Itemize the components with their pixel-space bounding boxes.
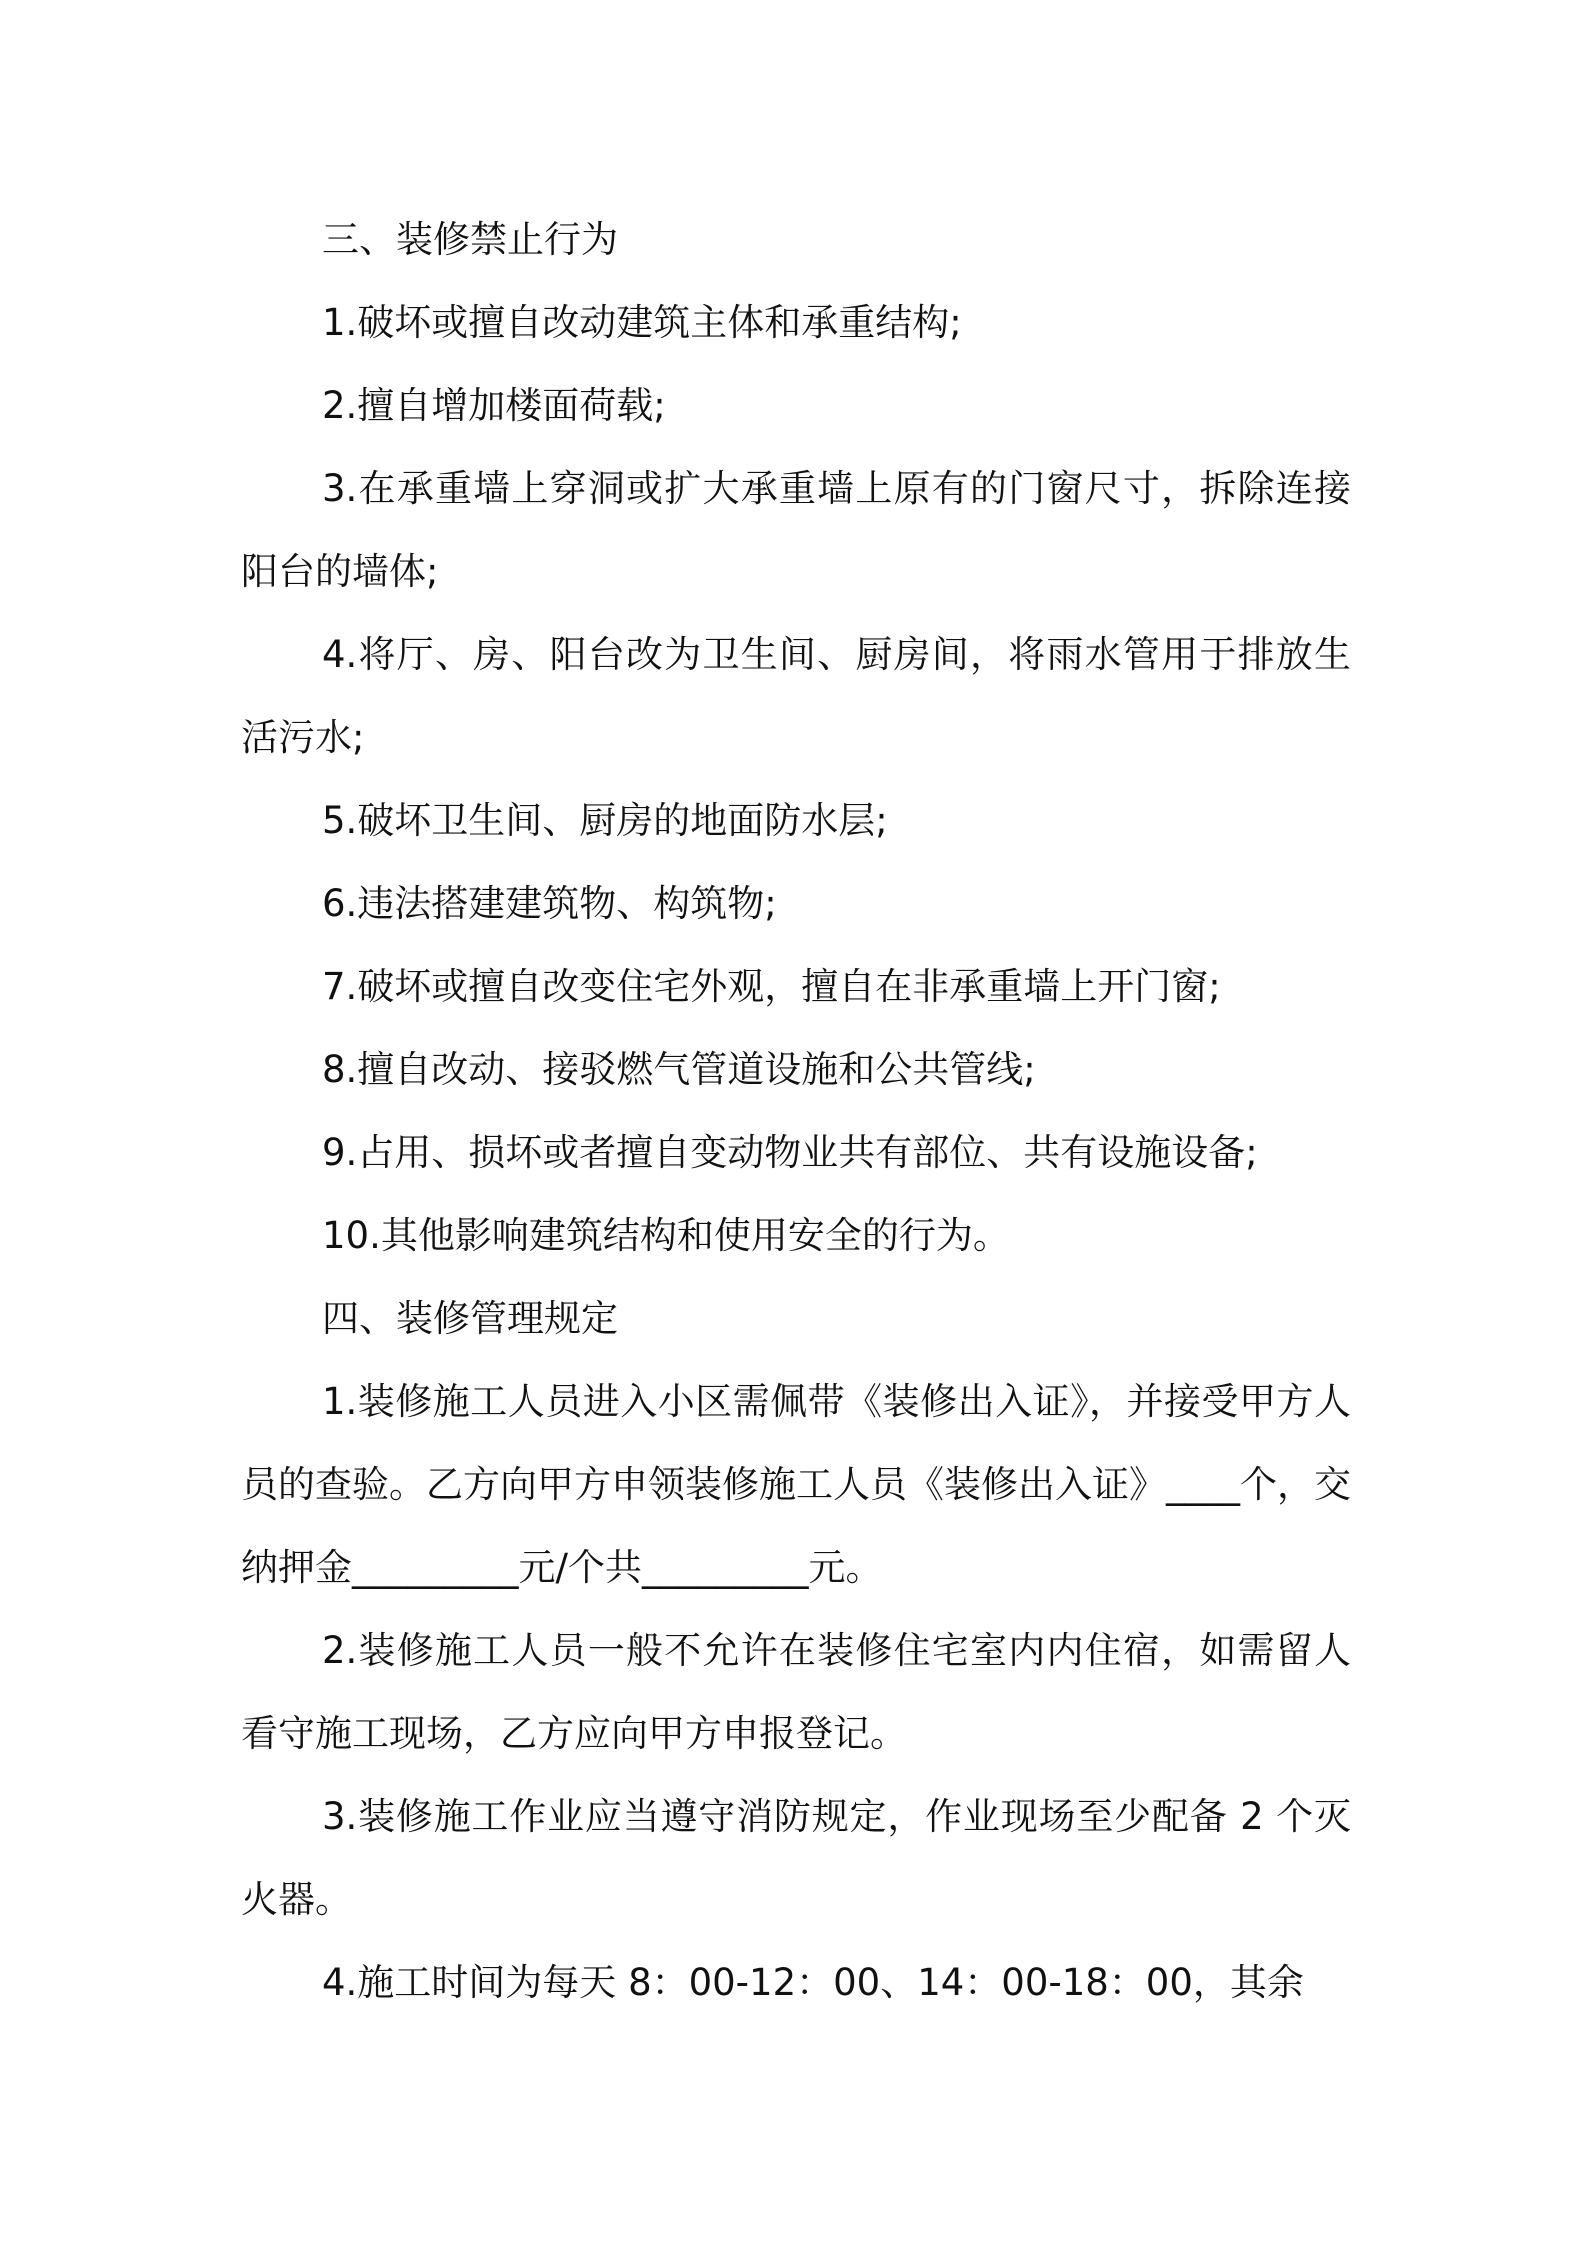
prohibited-item-8: 8.擅自改动、接驳燃气管道设施和公共管线; [322, 1048, 1036, 1091]
section-heading-prohibited: 三、装修禁止行为 [322, 218, 618, 261]
prohibited-item-10: 10.其他影响建筑结构和使用安全的行为。 [322, 1214, 1010, 1257]
document-body [241, 198, 1351, 2024]
management-item-2: 2.装修施工人员一般不允许在装修住宅室内内住宿，如需留人看守施工现场，乙方应向甲方申报登记。 [241, 1629, 1351, 1755]
prohibited-item-9: 9.占用、损坏或者擅自变动物业共有部位、共有设施设备; [322, 1131, 1258, 1174]
section-heading-management: 四、装修管理规定 [322, 1297, 618, 1340]
prohibited-item-5: 5.破坏卫生间、厨房的地面防水层; [322, 799, 888, 842]
management-item-1: 1.装修施工人员进入小区需佩带《装修出入证》，并接受甲方人员的查验。乙方向甲方申领装修施工人员《装修出入证》____个，交纳押金_________元/个共_________元。 [241, 1380, 1351, 1589]
management-item-3: 3.装修施工作业应当遵守消防规定，作业现场至少配备 2 个灭火器。 [241, 1795, 1351, 1921]
prohibited-item-1: 1.破坏或擅自改动建筑主体和承重结构; [322, 301, 962, 344]
management-item-4: 4.施工时间为每天 8：00-12：00、14：00-18：00，其余 [322, 1961, 1304, 2004]
prohibited-item-7: 7.破坏或擅自改变住宅外观，擅自在非承重墙上开门窗; [322, 965, 1221, 1008]
prohibited-item-2: 2.擅自增加楼面荷载; [322, 384, 666, 427]
prohibited-item-3: 3.在承重墙上穿洞或扩大承重墙上原有的门窗尺寸，拆除连接阳台的墙体; [241, 467, 1351, 593]
prohibited-item-4: 4.将厅、房、阳台改为卫生间、厨房间，将雨水管用于排放生活污水; [241, 633, 1351, 759]
prohibited-item-6: 6.违法搭建建筑物、构筑物; [322, 882, 777, 925]
